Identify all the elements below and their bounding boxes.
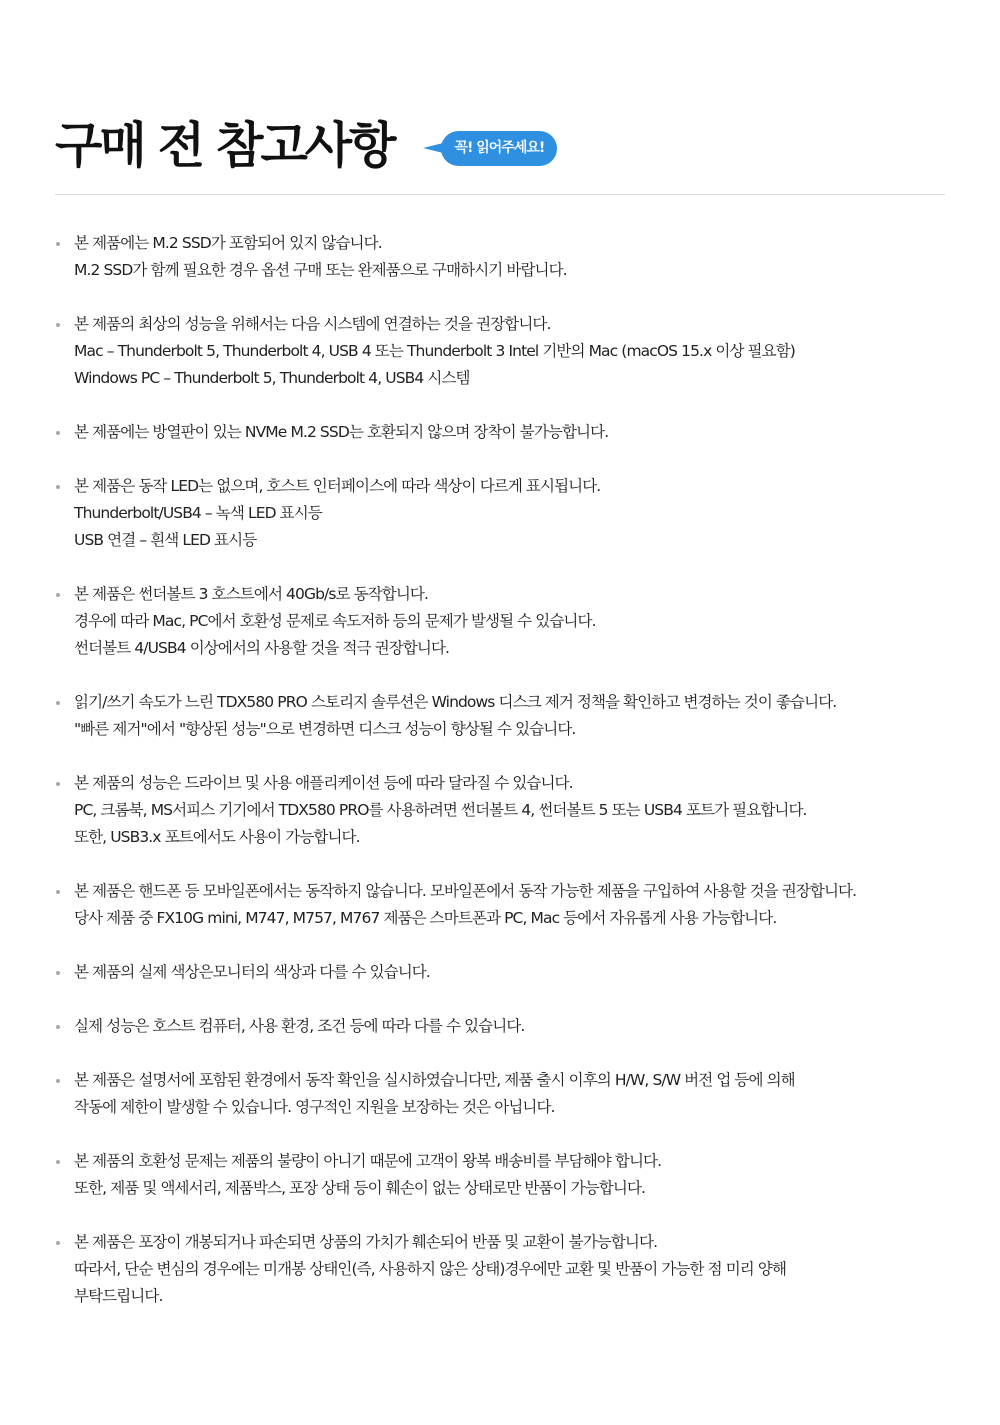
note-item [55, 770, 990, 851]
note-line: USB 연결 – 흰색 LED 표시등 [74, 531, 257, 549]
note-line: 작동에 제한이 발생할 수 있습니다. 영구적인 지원을 보장하는 것은 아닙니다. [74, 1098, 555, 1116]
note-item [55, 959, 990, 986]
note-line: 또한, 제품 및 액세서리, 제품박스, 포장 상태 등이 훼손이 없는 상태로만 반품이 가능합니다. [74, 1179, 646, 1197]
bullet-dot [56, 782, 60, 786]
note-line: 따라서, 단순 변심의 경우에는 미개봉 상태인(즉, 사용하지 않은 상태)경우에만 교환 및 반품이 가능한 점 미리 양해 [74, 1260, 787, 1278]
note-item [55, 419, 990, 446]
read-me-badge: 꼭! 읽어주세요! [441, 131, 557, 166]
bullet-dot [56, 1025, 60, 1029]
note-item [55, 473, 990, 554]
note-line: 본 제품은 설명서에 포함된 환경에서 동작 확인을 실시하였습니다만, 제품 출시 이후의 H/W, S/W 버전 업 등에 의해 [74, 1071, 795, 1089]
bullet-dot [56, 701, 60, 705]
bullet-dot [56, 323, 60, 327]
note-item [55, 878, 990, 932]
page-title: 구매 전 참고사항 [55, 117, 394, 174]
note-line: 본 제품에는 방열판이 있는 NVMe M.2 SSD는 호환되지 않으며 장착이 불가능합니다. [74, 423, 609, 441]
note-line: 본 제품은 핸드폰 등 모바일폰에서는 동작하지 않습니다. 모바일폰에서 동작 가능한 제품을 구입하여 사용할 것을 권장합니다. [74, 882, 857, 900]
note-line: 본 제품은 썬더볼트 3 호스트에서 40Gb/s로 동작합니다. [74, 585, 429, 603]
note-line: 경우에 따라 Mac, PC에서 호환성 문제로 속도저하 등의 문제가 발생될 수 있습니다. [74, 612, 596, 630]
note-item [55, 1067, 990, 1121]
notes-list [55, 230, 990, 1337]
bullet-dot [56, 431, 60, 435]
page-header [55, 108, 557, 184]
bullet-dot [56, 1079, 60, 1083]
bullet-dot [56, 971, 60, 975]
note-item [55, 311, 990, 392]
callout-pointer [423, 143, 443, 153]
note-item [55, 1229, 990, 1310]
note-line: Windows PC – Thunderbolt 5, Thunderbolt 4, USB4 시스템 [74, 369, 470, 387]
note-item [55, 230, 990, 284]
note-line: PC, 크롬북, MS서피스 기기에서 TDX580 PRO를 사용하려면 썬더볼트 4, 썬더볼트 5 또는 USB4 포트가 필요합니다. [74, 801, 807, 819]
note-line: 본 제품의 성능은 드라이브 및 사용 애플리케이션 등에 따라 달라질 수 있습니다. [74, 774, 573, 792]
note-line: 또한, USB3.x 포트에서도 사용이 가능합니다. [74, 828, 360, 846]
bullet-dot [56, 593, 60, 597]
note-line: 당사 제품 중 FX10G mini, M747, M757, M767 제품은 스마트폰과 PC, Mac 등에서 자유롭게 사용 가능합니다. [74, 909, 777, 927]
note-line: 부탁드립니다. [74, 1287, 163, 1305]
note-line: 본 제품은 동작 LED는 없으며, 호스트 인터페이스에 따라 색상이 다르게 표시됩니다. [74, 477, 601, 495]
note-line: 본 제품의 호환성 문제는 제품의 불량이 아니기 때문에 고객이 왕복 배송비를 부담해야 합니다. [74, 1152, 662, 1170]
bullet-dot [56, 1241, 60, 1245]
note-item [55, 1148, 990, 1202]
bullet-dot [56, 890, 60, 894]
note-line: 본 제품의 실제 색상은모니터의 색상과 다를 수 있습니다. [74, 963, 430, 981]
note-line: M.2 SSD가 함께 필요한 경우 옵션 구매 또는 완제품으로 구매하시기 바랍니다. [74, 261, 567, 279]
note-line: 본 제품에는 M.2 SSD가 포함되어 있지 않습니다. [74, 234, 382, 252]
note-item [55, 689, 990, 743]
note-line: "빠른 제거"에서 "향상된 성능"으로 변경하면 디스크 성능이 향상될 수 있습니다. [74, 720, 576, 738]
note-line: Mac – Thunderbolt 5, Thunderbolt 4, USB 4 또는 Thunderbolt 3 Intel 기반의 Mac (macOS 15.x 이상 필요함) [74, 342, 795, 360]
read-me-callout [423, 131, 557, 166]
note-line: 읽기/쓰기 속도가 느린 TDX580 PRO 스토리지 솔루션은 Windows 디스크 제거 정책을 확인하고 변경하는 것이 좋습니다. [74, 693, 837, 711]
header-divider [55, 194, 945, 195]
note-line: 본 제품의 최상의 성능을 위해서는 다음 시스템에 연결하는 것을 권장합니다. [74, 315, 551, 333]
bullet-dot [56, 1160, 60, 1164]
note-line: 본 제품은 포장이 개봉되거나 파손되면 상품의 가치가 훼손되어 반품 및 교환이 불가능합니다. [74, 1233, 658, 1251]
bullet-dot [56, 485, 60, 489]
note-item [55, 1013, 990, 1040]
note-line: 썬더볼트 4/USB4 이상에서의 사용할 것을 적극 권장합니다. [74, 639, 450, 657]
note-item [55, 581, 990, 662]
bullet-dot [56, 242, 60, 246]
note-line: Thunderbolt/USB4 – 녹색 LED 표시등 [74, 504, 322, 522]
note-line: 실제 성능은 호스트 컴퓨터, 사용 환경, 조건 등에 따라 다를 수 있습니다. [74, 1017, 525, 1035]
